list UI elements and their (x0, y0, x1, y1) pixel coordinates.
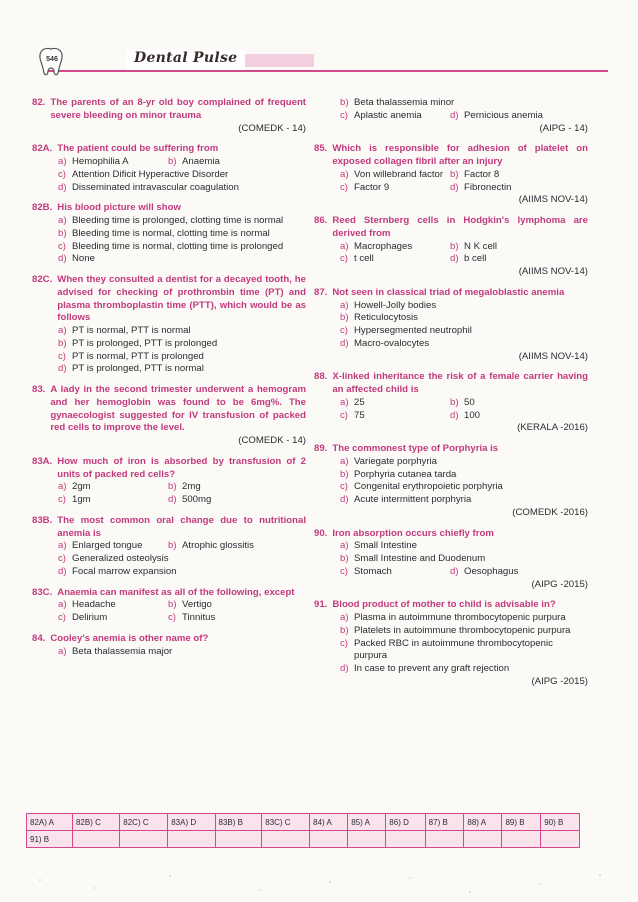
option-text: None (72, 253, 95, 265)
option-letter: d) (450, 409, 459, 421)
option-letter: d) (58, 253, 67, 265)
question-number: 82. (32, 97, 46, 108)
option-text: PT is prolonged, PTT is normal (72, 363, 204, 375)
question-source: (AIPG - 14) (539, 122, 588, 134)
option-text: Fibronectin (464, 181, 512, 193)
answer-key-cell (168, 831, 215, 848)
option-letter: a) (340, 455, 349, 467)
option-text: 50 (464, 396, 475, 408)
option-text: 100 (464, 409, 481, 421)
option-letter: b) (58, 227, 67, 239)
question-item (32, 587, 306, 625)
option-row (340, 553, 588, 566)
option-row (340, 312, 588, 325)
option-letter: a) (340, 540, 349, 552)
option-text: Bleeding time is normal, clotting time is prolonged (72, 240, 284, 252)
option-text: Tinnitus (182, 612, 216, 623)
option-text: 75 (354, 409, 365, 421)
option-text: 25 (354, 396, 365, 408)
question-number: 82A. (32, 143, 53, 155)
question-number: 91. (314, 599, 328, 611)
option-row (58, 553, 306, 566)
question-stem (32, 202, 306, 215)
answer-key-table (26, 813, 580, 848)
question-item (314, 528, 588, 592)
option-row (58, 566, 306, 579)
question-item (314, 143, 588, 207)
answer-key-cell: 86) D (386, 814, 425, 831)
answer-key-cell: 90) B (541, 814, 580, 831)
option-text: PT is prolonged, PTT is prolonged (72, 337, 218, 349)
option-row (58, 338, 306, 351)
header-rule (48, 70, 608, 72)
option-text: b cell (464, 253, 487, 265)
question-text: Which is responsible for adhesion of platelet on exposed collagen fibril after an injury (332, 143, 588, 167)
option-row (340, 494, 588, 507)
option-text: Generalized osteolysis (72, 553, 169, 564)
option-letter: b) (450, 168, 459, 180)
question-source: (COMEDK -2016) (512, 506, 588, 518)
option-text: Reticulocytosis (354, 312, 418, 324)
option-letter: a) (340, 299, 349, 311)
option-letter: d) (340, 337, 349, 349)
option-text: Stomach (354, 565, 392, 577)
option-row (58, 241, 306, 254)
answer-key-cell: 82A) A (27, 814, 73, 831)
option-row (58, 182, 306, 195)
option-letter: b) (168, 540, 177, 552)
option-text: Variegate porphyria (354, 455, 438, 467)
option-row (340, 397, 588, 410)
option-text: Porphyria cutanea tarda (354, 468, 457, 480)
answer-key-cell (72, 831, 119, 848)
question-stem (32, 633, 306, 646)
answer-key-cell (310, 831, 348, 848)
question-item (32, 384, 306, 448)
question-number: 88. (314, 371, 328, 383)
option-text: N K cell (464, 240, 498, 252)
question-text: The commonest type of Porphyria is (332, 443, 499, 454)
question-stem (32, 384, 306, 435)
option-row (58, 363, 306, 376)
question-stem (32, 274, 306, 325)
question-stem (314, 443, 588, 456)
option-letter: b) (340, 97, 349, 108)
option-text: Macro-ovalocytes (354, 337, 430, 349)
question-number: 85. (314, 143, 328, 155)
option-letter: d) (340, 663, 349, 674)
option-text: Von willebrand factor (354, 168, 444, 180)
answer-key-row (27, 831, 580, 848)
option-row (58, 228, 306, 241)
answer-key-cell: 83A) D (168, 814, 215, 831)
question-stem (32, 587, 306, 600)
option-text: Atrophic glossitis (182, 540, 254, 552)
question-stem (32, 97, 306, 123)
page-title: Dental Pulse (126, 50, 245, 70)
answer-key-cell: 85) A (348, 814, 386, 831)
option-letter: a) (58, 156, 67, 167)
option-letter: a) (58, 540, 67, 552)
answer-key-cell (215, 831, 262, 848)
option-text: Focal marrow expansion (72, 565, 177, 577)
option-text: Hemophilia A (72, 156, 129, 167)
question-stem (314, 143, 588, 169)
question-text: His blood picture will show (57, 202, 181, 214)
answer-key-cell: 91) B (27, 831, 73, 848)
option-letter: b) (340, 312, 349, 324)
option-row (58, 494, 306, 507)
option-letter: d) (340, 494, 349, 505)
option-letter: b) (58, 337, 67, 349)
answer-key-row (27, 814, 580, 831)
question-number: 82C. (32, 274, 53, 285)
option-row (58, 481, 306, 494)
question-item (32, 97, 306, 135)
question-item (314, 287, 588, 364)
question-source: (COMEDK - 14) (238, 122, 306, 134)
option-text: Aplastic anemia (354, 109, 422, 121)
option-row (58, 253, 306, 266)
option-text: Attention Dificit Hyperactive Disorder (72, 168, 229, 180)
option-text: Factor 8 (464, 168, 500, 180)
answer-key-cell (464, 831, 502, 848)
option-letter: d) (58, 181, 67, 193)
option-text: In case to prevent any graft rejection (354, 663, 510, 674)
option-text: Disseminated intravascular coagulation (72, 181, 239, 193)
option-letter: a) (58, 325, 67, 336)
option-letter: c) (58, 240, 66, 252)
option-text: Packed RBC in autoimmune thrombocytopenic purpura (354, 637, 553, 662)
question-source: (AIIMS NOV-14) (518, 266, 588, 277)
option-letter: c) (340, 481, 348, 493)
option-row (340, 612, 588, 625)
header-decoration (236, 54, 314, 67)
option-text: Enlarged tongue (72, 540, 143, 552)
answer-key-cell (262, 831, 310, 848)
option-text: Hypersegmented neutrophil (354, 325, 472, 336)
option-letter: b) (168, 156, 177, 167)
option-row (340, 625, 588, 638)
option-letter: a) (58, 645, 67, 657)
option-text: Oesophagus (464, 565, 519, 577)
question-item (32, 456, 306, 507)
question-source: (COMEDK - 14) (238, 435, 306, 446)
question-text: Cooley's anemia is other name of? (50, 632, 209, 644)
question-number: 86. (314, 215, 328, 226)
option-text: Vertigo (182, 599, 212, 611)
option-row (340, 456, 588, 469)
question-number: 83C. (32, 586, 53, 598)
question-item (314, 443, 588, 520)
option-row (340, 182, 588, 195)
option-letter: a) (340, 396, 349, 408)
option-letter: c) (58, 612, 66, 623)
question-text: Blood product of mother to child is advisable in? (332, 599, 556, 611)
option-text: Delirium (72, 612, 108, 623)
option-letter: d) (450, 109, 459, 121)
option-letter: c) (58, 553, 66, 564)
option-row (340, 97, 588, 110)
question-item (32, 143, 306, 194)
option-text: t cell (354, 253, 374, 265)
question-number: 82B. (32, 202, 53, 214)
option-row (58, 612, 306, 625)
option-letter: b) (340, 553, 349, 564)
answer-key-cell: 87) B (425, 814, 464, 831)
question-item (314, 97, 588, 135)
option-text: Pernicious anemia (464, 109, 543, 121)
option-letter: c) (58, 350, 66, 362)
left-column (32, 97, 306, 666)
question-source: (AIPG -2015) (531, 675, 588, 687)
right-column (314, 97, 588, 697)
option-letter: b) (450, 240, 459, 252)
answer-key-cell (502, 831, 541, 848)
question-stem (314, 287, 588, 300)
question-number: 83B. (32, 514, 53, 526)
answer-key-cell (425, 831, 464, 848)
option-letter: d) (58, 363, 67, 375)
option-letter: a) (58, 215, 67, 226)
option-letter: b) (450, 396, 459, 408)
option-row (340, 338, 588, 351)
option-text: Acute intermittent porphyria (354, 494, 472, 505)
option-letter: b) (340, 624, 349, 636)
option-text: 500mg (182, 494, 212, 505)
option-row (340, 566, 588, 579)
option-letter: c) (340, 325, 348, 336)
question-text: A lady in the second trimester underwent a hemogram and her hemoglobin was found to be 6mg%. The gynaecologist suggested for IV transfusion of packed red cells to improve the level. (50, 384, 306, 434)
question-item (32, 515, 306, 579)
option-text: 2mg (182, 481, 201, 493)
question-item (314, 371, 588, 435)
question-text: Not seen in classical triad of megaloblastic anemia (332, 286, 565, 298)
option-letter: a) (58, 599, 67, 611)
answer-key-cell (386, 831, 425, 848)
option-row (340, 253, 588, 266)
option-row (340, 638, 588, 664)
question-source: (KERALA -2016) (517, 422, 588, 434)
option-letter: d) (450, 181, 459, 193)
option-row (340, 481, 588, 494)
option-text: 2gm (72, 481, 91, 493)
answer-key-cell: 88) A (464, 814, 502, 831)
option-text: Beta thalassemia minor (354, 97, 455, 108)
option-letter: c) (340, 637, 348, 649)
answer-key-cell (120, 831, 168, 848)
question-text: When they consulted a dentist for a decayed tooth, he advised for checking of prothrombin time (PT) and plasma thromboplastin time (PTT), which would be as follows (57, 274, 306, 324)
option-letter: a) (340, 612, 349, 623)
question-item (32, 202, 306, 266)
option-letter: d) (168, 494, 177, 505)
question-stem (32, 515, 306, 541)
question-stem (32, 456, 306, 482)
option-row (340, 410, 588, 423)
option-text: Anaemia (182, 156, 220, 167)
option-row (340, 169, 588, 182)
question-text: The patient could be suffering from (57, 143, 219, 155)
option-text: Headache (72, 599, 116, 611)
question-text: Reed Sternberg cells in Hodgkin's lymphoma are derived from (332, 215, 588, 239)
option-text: Platelets in autoimmune thrombocytopenic purpura (354, 624, 571, 636)
question-text: X-linked inheritance the risk of a female carrier having an affected child is (332, 371, 588, 395)
question-text: The parents of an 8-yr old boy complained of frequent severe bleeding on minor trauma (50, 97, 306, 121)
question-text: How much of iron is absorbed by transfusion of 2 units of packed red cells? (57, 455, 306, 480)
option-row (58, 215, 306, 228)
question-item (314, 215, 588, 279)
scan-noise (0, 870, 638, 900)
page-header (30, 48, 606, 74)
option-letter: b) (168, 481, 177, 493)
question-number: 84. (32, 632, 46, 644)
option-letter: c) (168, 612, 176, 623)
answer-key-cell: 82B) C (72, 814, 119, 831)
answer-key-cell: 82C) C (120, 814, 168, 831)
option-text: Plasma in autoimmune thrombocytopenic purpura (354, 612, 566, 623)
question-number: 83. (32, 384, 46, 395)
option-letter: a) (58, 481, 67, 493)
question-text: Anaemia can manifest as all of the following, except (57, 586, 295, 598)
option-text: Small Intestine (354, 540, 417, 552)
option-text: 1gm (72, 494, 91, 505)
option-letter: c) (340, 409, 348, 421)
option-text: Factor 9 (354, 181, 390, 193)
answer-key-cell (541, 831, 580, 848)
option-row (58, 599, 306, 612)
question-item (32, 633, 306, 659)
question-text: The most common oral change due to nutritional anemia is (57, 514, 306, 539)
option-row (340, 300, 588, 313)
option-letter: d) (450, 253, 459, 265)
question-stem (314, 528, 588, 541)
option-row (340, 540, 588, 553)
option-row (58, 540, 306, 553)
option-row (340, 469, 588, 482)
option-letter: c) (340, 181, 348, 193)
option-letter: a) (340, 168, 349, 180)
question-source: (AIPG -2015) (531, 578, 588, 590)
option-text: PT is normal, PTT is normal (72, 325, 191, 336)
answer-key-cell: 84) A (310, 814, 348, 831)
option-row (58, 646, 306, 659)
option-row (58, 156, 306, 169)
option-row (58, 169, 306, 182)
question-item (32, 274, 306, 376)
option-row (340, 241, 588, 254)
question-item (314, 599, 588, 688)
option-letter: d) (58, 565, 67, 577)
question-text: Iron absorption occurs chiefly from (332, 527, 494, 539)
option-letter: c) (58, 168, 66, 180)
question-source: (AIIMS NOV-14) (518, 350, 588, 362)
question-stem (314, 215, 588, 241)
option-letter: c) (340, 109, 348, 121)
option-text: Beta thalassemia major (72, 645, 173, 657)
answer-key-cell (348, 831, 386, 848)
option-text: Small Intestine and Duodenum (354, 553, 486, 564)
question-number: 89. (314, 443, 328, 454)
question-number: 90. (314, 527, 328, 539)
option-text: PT is normal, PTT is prolonged (72, 350, 204, 362)
option-text: Bleeding time is normal, clotting time is normal (72, 227, 270, 239)
option-row (340, 325, 588, 338)
option-letter: a) (340, 240, 349, 252)
answer-key-cell: 83B) B (215, 814, 262, 831)
question-stem (314, 599, 588, 612)
option-row (340, 110, 588, 123)
option-letter: b) (168, 599, 177, 611)
option-text: Macrophages (354, 240, 413, 252)
option-letter: c) (58, 494, 66, 505)
option-row (340, 663, 588, 676)
option-row (58, 325, 306, 338)
question-stem (314, 371, 588, 397)
question-number: 87. (314, 286, 328, 298)
option-text: Howell-Jolly bodies (354, 299, 437, 311)
question-source: (AIIMS NOV-14) (518, 194, 588, 206)
option-letter: c) (340, 253, 348, 265)
option-letter: c) (340, 565, 348, 577)
question-number: 83A. (32, 455, 53, 467)
option-letter: d) (450, 565, 459, 577)
option-text: Congenital erythropoietic porphyria (354, 481, 503, 493)
answer-key-cell: 83C) C (262, 814, 310, 831)
page-number: 546 (46, 56, 58, 63)
option-row (58, 351, 306, 364)
option-letter: b) (340, 468, 349, 480)
option-text: Bleeding time is prolonged, clotting time is normal (72, 215, 284, 226)
answer-key-cell: 89) B (502, 814, 541, 831)
question-stem (32, 143, 306, 156)
